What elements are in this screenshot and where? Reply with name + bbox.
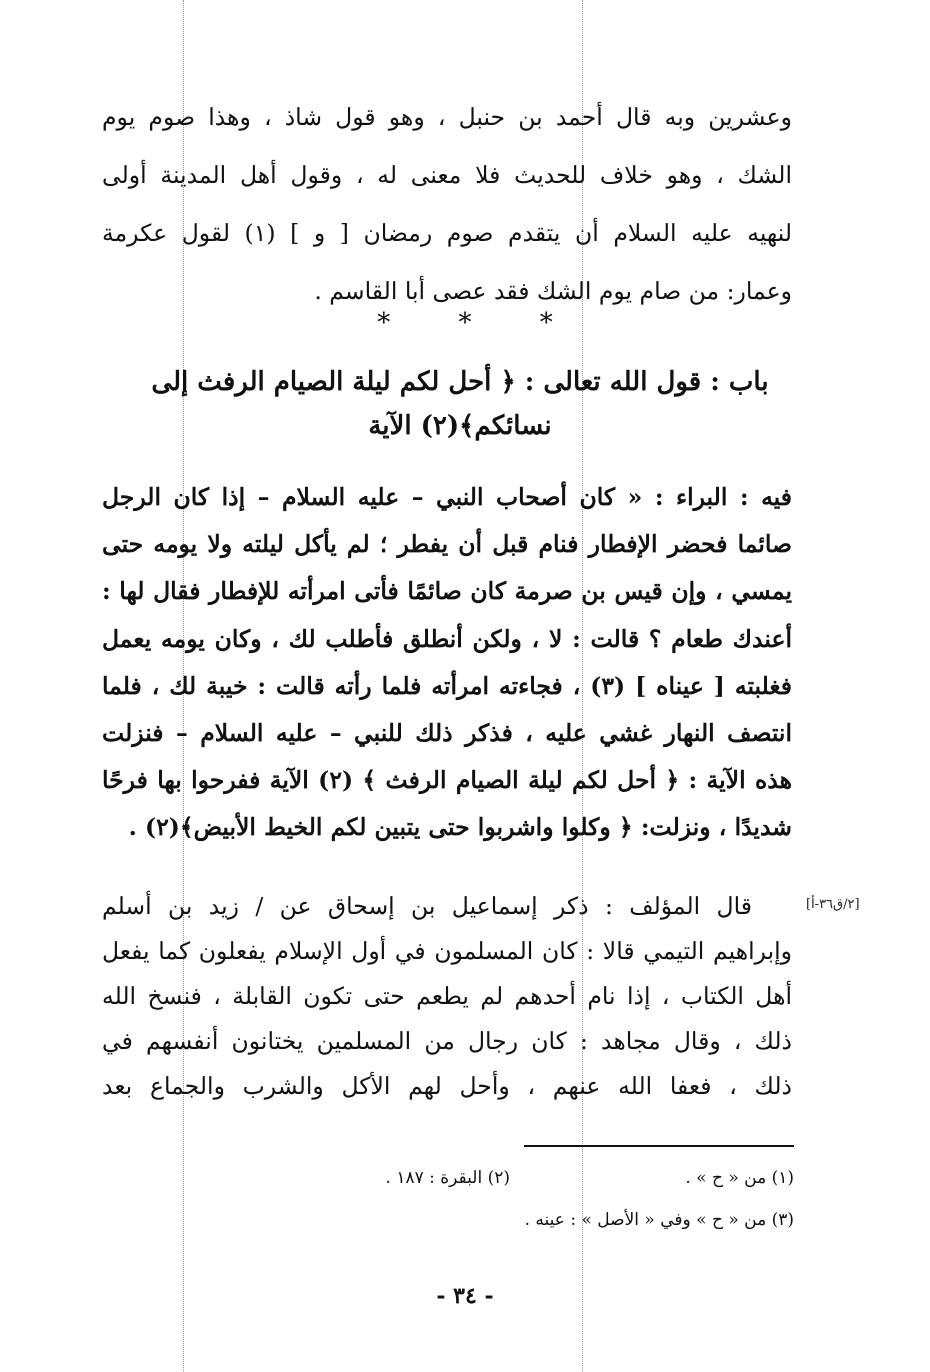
footnote-3: (٣) من « ح » وفي « الأصل » : عينه .: [524, 1210, 794, 1230]
text-line: ذلك ، فعفا الله عنهم ، وأحل لهم الأكل والشرب والجماع بعد: [102, 1072, 792, 1100]
paragraph-1: [102, 88, 792, 320]
text-line: يمسي ، وإن قيس بن صرمة كان صائمًا فأتى امرأته للإفطار فقال لها :: [102, 577, 792, 606]
footnote-divider: [524, 1145, 794, 1147]
separator-star: *: [458, 308, 472, 338]
text-line: أهل الكتاب ، إذا نام أحدهم لم يطعم حتى تكون القابلة ، فنسخ الله: [102, 982, 792, 1010]
text-line: وعشرين وبه قال أحمد بن حنبل ، وهو قول شاذ ، وهذا صوم يوم: [102, 103, 792, 131]
separator-star: *: [377, 308, 391, 338]
text-line: صائما فحضر الإفطار فنام قبل أن يفطر ؛ لم يأكل ليلته ولا يومه حتى: [102, 530, 792, 559]
heading-line: نسائكم﴾(٢) الآية: [368, 411, 552, 441]
text-line: وعمار: من صام يوم الشك فقد عصى أبا القاسم .: [314, 277, 792, 305]
text-line: فغلبته [ عيناه ] (٣) ، فجاءته امرأته فلما رأته قالت : خيبة لك ، فلما: [102, 671, 792, 700]
footnote-1: (١) من « ح » .: [685, 1168, 794, 1188]
text-line: وإبراهيم التيمي قالا : كان المسلمون في أول الإسلام يفعلون كما يفعل: [102, 937, 792, 965]
heading-line: باب : قول الله تعالى : ﴿ أحل لكم ليلة الصيام الرفث إلى: [151, 367, 769, 397]
author-commentary-paragraph: [102, 884, 792, 1109]
text-line: فيه : البراء : « كان أصحاب النبي – عليه السلام – إذا كان الرجل: [102, 483, 792, 511]
section-separator: [0, 308, 930, 338]
text-line: أعندك طعام ؟ قالت : لا ، ولكن أنطلق فأطلب لك ، وكان يومه يعمل: [102, 624, 792, 653]
text-line: قال المؤلف : ذكر إسماعيل بن إسحاق عن / زيد بن أسلم: [102, 892, 752, 920]
chapter-heading: [120, 360, 800, 448]
separator-star: *: [539, 308, 553, 338]
text-line: انتصف النهار غشي عليه ، فذكر ذلك للنبي – عليه السلام – فنزلت: [102, 719, 792, 748]
text-line: لنهيه عليه السلام أن يتقدم صوم رمضان [ و ] (١) لقول عكرمة: [102, 219, 792, 247]
manuscript-margin-reference: [٢/ق٣٦-أ]: [806, 897, 860, 912]
page-number: - ٣٤ -: [436, 1283, 494, 1309]
text-line: ذلك ، وقال مجاهد : كان رجال من المسلمين يختانون أنفسهم في: [102, 1027, 792, 1055]
hadith-paragraph: [102, 474, 792, 852]
text-line: شديدًا ، ونزلت: ﴿ وكلوا واشربوا حتى يتبين لكم الخيط الأبيض﴾(٢) .: [128, 813, 792, 842]
text-line: الشك ، وهو خلاف للحديث فلا معنى له ، وقول أهل المدينة أولى: [102, 161, 792, 189]
text-line: هذه الآية : ﴿ أحل لكم ليلة الصيام الرفث ﴾ (٢) الآية ففرحوا بها فرحًا: [102, 766, 792, 795]
footnote-2: (٢) البقرة : ١٨٧ .: [385, 1168, 510, 1188]
